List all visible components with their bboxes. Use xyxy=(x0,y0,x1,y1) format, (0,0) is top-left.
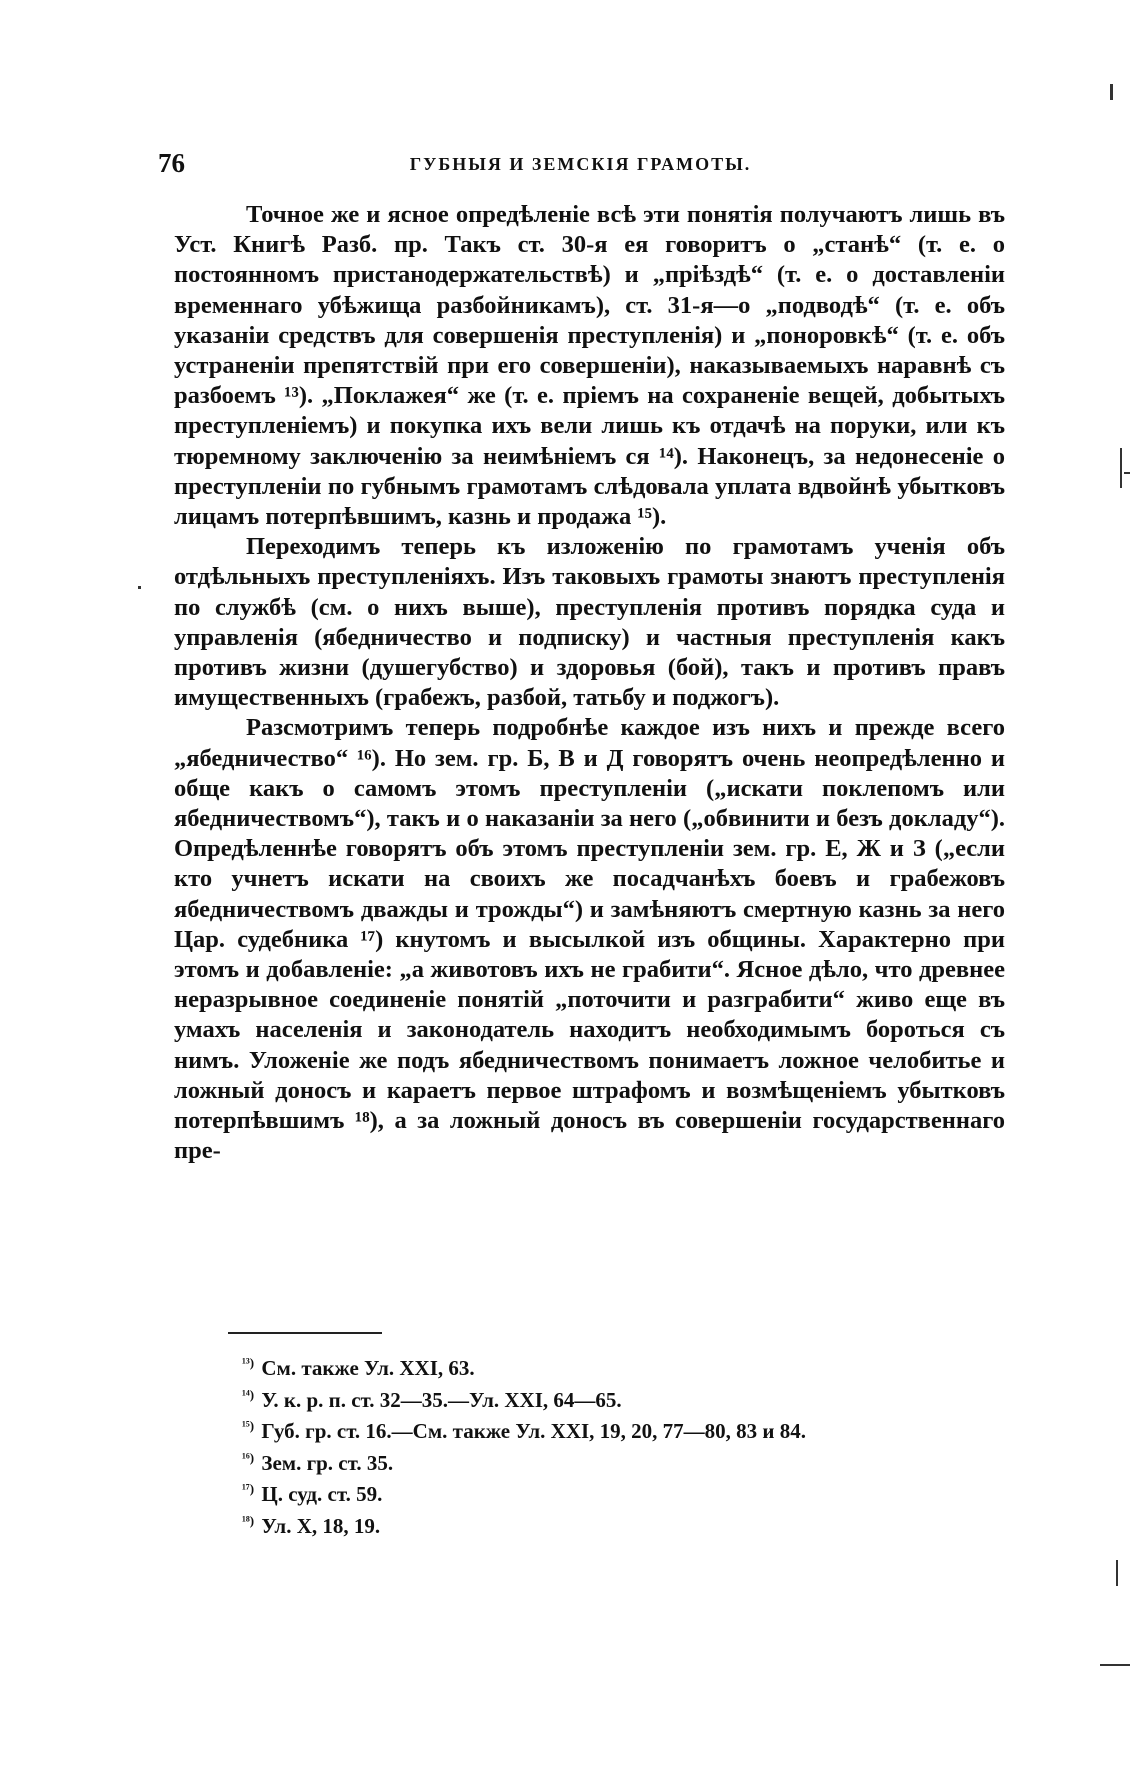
footnote-number: ¹³) xyxy=(242,1355,255,1370)
scan-artifact xyxy=(1100,1664,1130,1666)
footnote xyxy=(242,1508,1002,1540)
footnote-number: ¹⁸) xyxy=(242,1512,255,1528)
footnotes xyxy=(242,1350,1002,1540)
scan-artifact xyxy=(1124,472,1130,474)
footnote-number: ¹⁶) xyxy=(242,1449,255,1465)
running-title: ГУБНЫЯ И ЗЕМСКІЯ ГРАМОТЫ. xyxy=(409,154,752,174)
footnote xyxy=(242,1382,1002,1414)
footnote xyxy=(242,1445,1002,1477)
footnote xyxy=(242,1476,1002,1508)
scan-artifact xyxy=(1110,84,1113,100)
footnote-number: ¹⁵) xyxy=(242,1418,255,1434)
running-head xyxy=(158,148,1003,182)
scan-artifact xyxy=(1116,1560,1118,1586)
footnote-text: Ц. суд. ст. 59. xyxy=(261,1482,383,1507)
footnote-rule xyxy=(228,1332,382,1334)
footnote-text: Зем. гр. ст. 35. xyxy=(261,1450,394,1475)
footnote xyxy=(242,1350,1002,1382)
footnote xyxy=(242,1413,1002,1445)
footnote-number: ¹⁴) xyxy=(242,1386,255,1402)
footnote-text: Ул. X, 18, 19. xyxy=(261,1513,381,1538)
scan-artifact xyxy=(1120,448,1122,488)
paragraph: Переходимъ теперь къ изложенію по грамотамъ ученія объ отдѣльныхъ преступленіяхъ. Изъ таковыхъ грамоты знаютъ преступленія по службѣ (см. о нихъ выше), преступленія противъ порядка суда и управленія (ябедничество и подписку) и частныя преступленія какъ противъ жизни (душегубство) и здоровья (бой), такъ и противъ правъ имущественныхъ (грабежъ, разбой, татьбу и поджогъ). xyxy=(174,533,1005,712)
paragraph: Разсмотримъ теперь подробнѣе каждое изъ нихъ и прежде всего „ябедничество“ ¹⁶). Но зем. гр. Б, В и Д говорятъ очень неопредѣленно и обще какъ о самомъ этомъ преступленіи („искати поклепомъ или ябедничествомъ“), такъ и о наказаніи за него („обвинити и безъ докладу“). Опредѣленнѣе говорятъ объ этомъ преступленіи зем. гр. Е, Ж и З („если кто учнетъ искати на своихъ же посадчанѣхъ боевъ и грабежовъ ябедничествомъ дважды и трожды“) и замѣняютъ смертную казнь за него Цар. судебника ¹⁷) кнутомъ и высылкой изъ общины. Характерно при этомъ и добавленіе: „а животовъ ихъ не грабити“. Ясное дѣло, что древнее неразрывное соединеніе понятій „поточити и разграбити“ живо еще въ умахъ населенія и законодатель находитъ необходимымъ бороться съ нимъ. Уложеніе же подъ ябедничествомъ понимаетъ ложное челобитье и ложный доносъ и караетъ первое штрафомъ и возмѣщеніемъ убытковъ потерпѣвшимъ ¹⁸), а за ложный доносъ въ совершеніи государственнаго пре- xyxy=(174,714,1005,1165)
footnote-text: Губ. гр. ст. 16.—См. также Ул. XXI, 19, 20, 77—80, 83 и 84. xyxy=(261,1419,807,1444)
footnote-text: У. к. р. п. ст. 32—35.—Ул. XXI, 64—65. xyxy=(261,1387,622,1412)
body-text xyxy=(174,200,1005,1167)
page-number: 76 xyxy=(158,148,185,178)
footnote-text: См. также Ул. XXI, 63. xyxy=(261,1356,475,1380)
scan-artifact xyxy=(138,586,141,589)
paragraph: Точное же и ясное опредѣленіе всѣ эти понятія получаютъ лишь въ Уст. Книгѣ Разб. пр. Такъ ст. 30-я ея говоритъ о „станѣ“ (т. е. о постоянномъ пристанодержательствѣ) и „пріѣздѣ“ (т. е. о доставленіи временнаго убѣжища разбойникамъ), ст. 31-я—о „подводѣ“ (т. е. объ указаніи средствъ для совершенія преступленія) и „поноровкѣ“ (т. е. объ устраненіи препятствій при его совершеніи), наказываемыхъ наравнѣ съ разбоемъ ¹³). „Поклажея“ же (т. е. пріемъ на сохраненіе вещей, добытыхъ преступленіемъ) и покупка ихъ вели лишь къ отдачѣ на поруки, или къ тюремному заключенію за неимѣніемъ ся ¹⁴). Наконецъ, за недонесеніе о преступленіи по губнымъ грамотамъ слѣдовала уплата вдвойнѣ убытковъ лицамъ потерпѣвшимъ, казнь и продажа ¹⁵). xyxy=(174,201,1005,531)
footnote-number: ¹⁷) xyxy=(242,1481,255,1497)
